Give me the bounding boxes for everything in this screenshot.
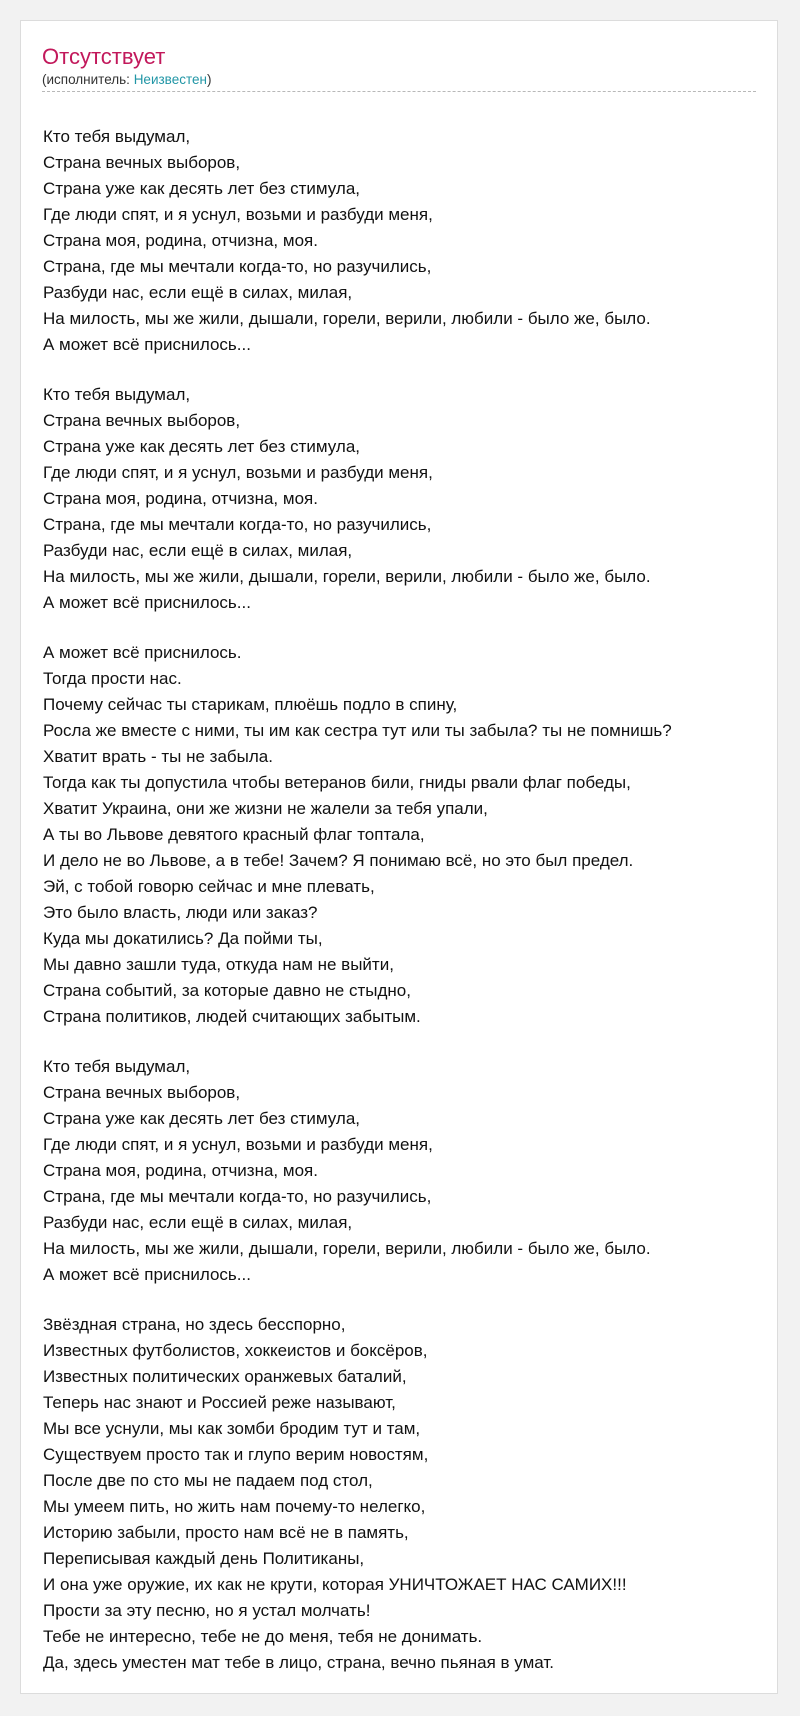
lyrics-line: А может всё приснилось... xyxy=(43,335,251,354)
lyrics-line: Хватит Украина, они же жизни не жалели за тебя упали, xyxy=(43,799,488,818)
lyrics-line: И она уже оружие, их как не крути, которая УНИЧТОЖАЕТ НАС САМИХ!!! xyxy=(43,1575,627,1594)
lyrics-line: Звёздная страна, но здесь бесспорно, xyxy=(43,1315,346,1334)
lyrics-line: Где люди спят, и я уснул, возьми и разбуди меня, xyxy=(43,463,433,482)
lyrics-line: Страна, где мы мечтали когда-то, но разучились, xyxy=(43,515,432,534)
lyrics-line: Страна уже как десять лет без стимула, xyxy=(43,179,360,198)
lyrics-line: Прости за эту песню, но я устал молчать! xyxy=(43,1601,371,1620)
lyrics-line: Историю забыли, просто нам всё не в память, xyxy=(43,1523,409,1542)
lyrics-line: Тебе не интересно, тебе не до меня, тебя не донимать. xyxy=(43,1627,483,1646)
lyrics-line: Страна, где мы мечтали когда-то, но разучились, xyxy=(43,1187,432,1206)
lyrics-line: Разбуди нас, если ещё в силах, милая, xyxy=(43,1213,353,1232)
artist-prefix: (исполнитель: xyxy=(42,72,134,87)
lyrics-line: Да, здесь уместен мат тебе в лицо, страна, вечно пьяная в умат. xyxy=(43,1653,555,1672)
lyrics-line: И дело не во Львове, а в тебе! Зачем? Я понимаю всё, но это был предел. xyxy=(43,851,634,870)
lyrics-line: На милость, мы же жили, дышали, горели, верили, любили - было же, было. xyxy=(43,1239,651,1258)
lyrics-verse xyxy=(43,124,773,358)
lyrics-line: Разбуди нас, если ещё в силах, милая, xyxy=(43,283,353,302)
lyrics-line: Мы давно зашли туда, откуда нам не выйти, xyxy=(43,955,394,974)
lyrics-line: Страна вечных выборов, xyxy=(43,153,241,172)
lyrics-line: А ты во Львове девятого красный флаг топтала, xyxy=(43,825,425,844)
lyrics-line: Страна моя, родина, отчизна, моя. xyxy=(43,489,318,508)
lyrics-line: Разбуди нас, если ещё в силах, милая, xyxy=(43,541,353,560)
song-header xyxy=(42,43,756,92)
lyrics-line: Существуем просто так и глупо верим новостям, xyxy=(43,1445,429,1464)
lyrics-line: Почему сейчас ты старикам, плюёшь подло в спину, xyxy=(43,695,458,714)
lyrics-line: Страна, где мы мечтали когда-то, но разучились, xyxy=(43,257,432,276)
lyrics-line: Страна вечных выборов, xyxy=(43,411,241,430)
lyrics-line: Тогда прости нас. xyxy=(43,669,182,688)
lyrics-line: На милость, мы же жили, дышали, горели, верили, любили - было же, было. xyxy=(43,309,651,328)
lyrics-line: Мы все уснули, мы как зомби бродим тут и там, xyxy=(43,1419,421,1438)
lyrics-line: Известных футболистов, хоккеистов и боксёров, xyxy=(43,1341,428,1360)
lyrics-verse xyxy=(43,1312,773,1676)
lyrics-line: А может всё приснилось. xyxy=(43,643,242,662)
lyrics-line: Мы умеем пить, но жить нам почему-то нелегко, xyxy=(43,1497,426,1516)
lyrics-line: Страна политиков, людей считающих забытым. xyxy=(43,1007,421,1026)
lyrics-line: Теперь нас знают и Россией реже называют, xyxy=(43,1393,396,1412)
lyrics-body xyxy=(43,124,773,1700)
lyrics-line: Страна моя, родина, отчизна, моя. xyxy=(43,231,318,250)
lyrics-line: Страна моя, родина, отчизна, моя. xyxy=(43,1161,318,1180)
lyrics-line: Кто тебя выдумал, xyxy=(43,127,191,146)
artist-suffix: ) xyxy=(206,72,212,87)
lyrics-verse xyxy=(43,382,773,616)
lyrics-line: Страна уже как десять лет без стимула, xyxy=(43,437,360,456)
lyrics-line: На милость, мы же жили, дышали, горели, верили, любили - было же, было. xyxy=(43,567,651,586)
lyrics-line: После две по сто мы не падаем под стол, xyxy=(43,1471,373,1490)
lyrics-line: Где люди спят, и я уснул, возьми и разбуди меня, xyxy=(43,1135,433,1154)
lyrics-line: Хватит врать - ты не забыла. xyxy=(43,747,273,766)
lyrics-line: Страна уже как десять лет без стимула, xyxy=(43,1109,360,1128)
lyrics-line: Тогда как ты допустила чтобы ветеранов били, гниды рвали флаг победы, xyxy=(43,773,631,792)
lyrics-verse xyxy=(43,1054,773,1288)
lyrics-verse xyxy=(43,640,773,1030)
song-title: Отсутствует xyxy=(42,44,166,69)
lyrics-line: Где люди спят, и я уснул, возьми и разбуди меня, xyxy=(43,205,433,224)
lyrics-line: А может всё приснилось... xyxy=(43,1265,251,1284)
lyrics-line: Кто тебя выдумал, xyxy=(43,1057,191,1076)
artist-link[interactable]: Неизвестен xyxy=(133,72,207,87)
lyrics-line: Это было власть, люди или заказ? xyxy=(43,903,318,922)
lyrics-line: Переписывая каждый день Политиканы, xyxy=(43,1549,365,1568)
lyrics-line: Страна вечных выборов, xyxy=(43,1083,241,1102)
lyrics-line: Кто тебя выдумал, xyxy=(43,385,191,404)
lyrics-page xyxy=(20,20,778,1694)
lyrics-line: Эй, с тобой говорю сейчас и мне плевать, xyxy=(43,877,375,896)
artist-line xyxy=(42,71,756,89)
lyrics-line: А может всё приснилось... xyxy=(43,593,251,612)
lyrics-line: Страна событий, за которые давно не стыдно, xyxy=(43,981,411,1000)
lyrics-line: Куда мы докатились? Да пойми ты, xyxy=(43,929,323,948)
lyrics-line: Росла же вместе с ними, ты им как сестра тут или ты забыла? ты не помнишь? xyxy=(43,721,672,740)
lyrics-line: Известных политических оранжевых баталий, xyxy=(43,1367,407,1386)
